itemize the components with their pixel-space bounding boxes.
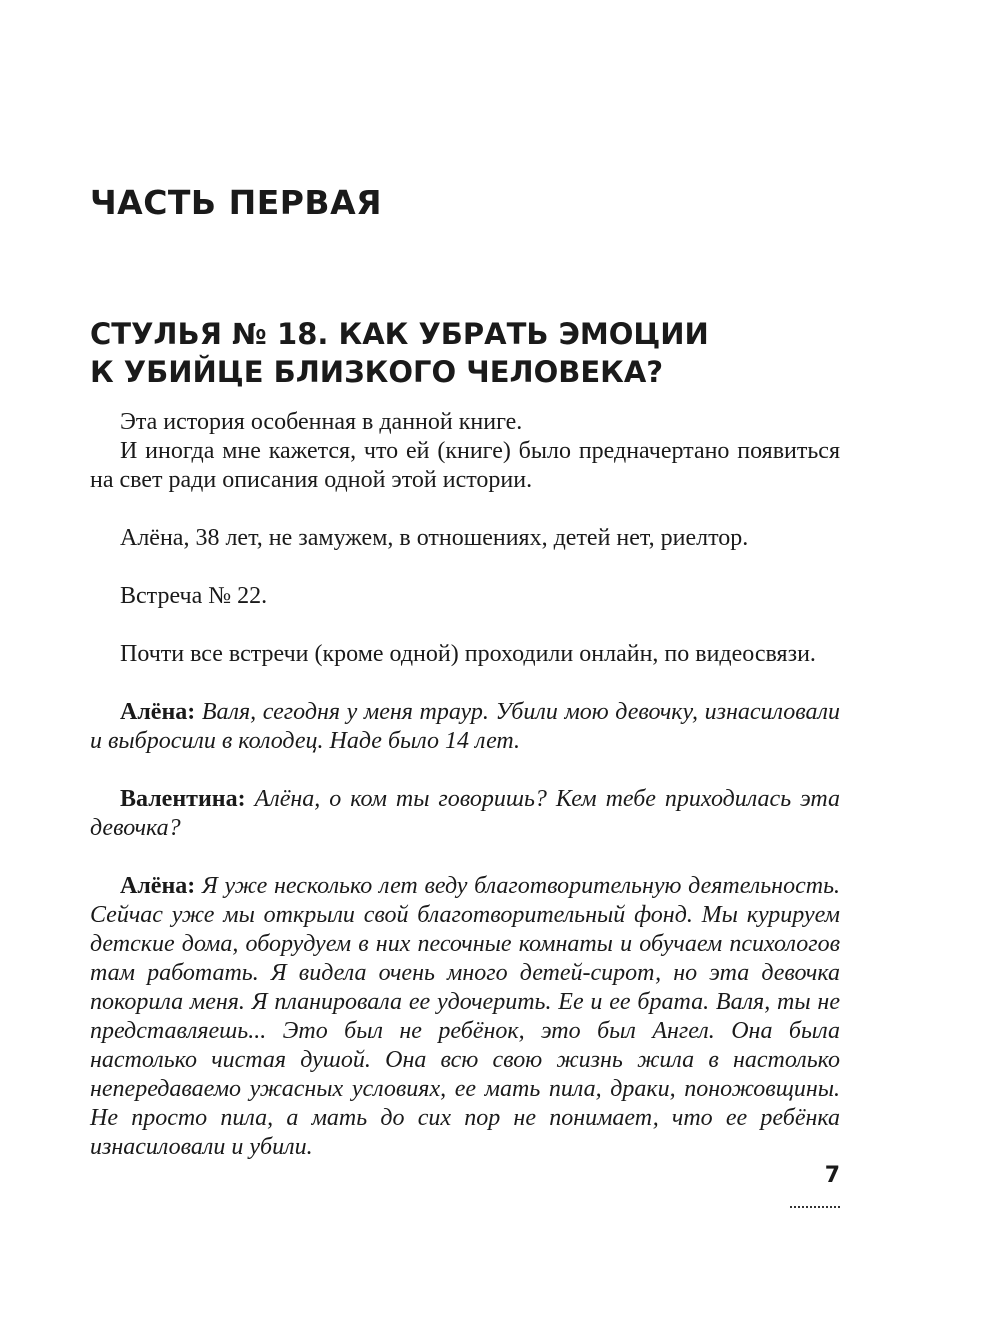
meetings-format-paragraph: Почти все встречи (кроме одной) проходили онлайн, по видеосвязи. <box>120 641 816 667</box>
chapter-title-line-1: СТУЛЬЯ № 18. КАК УБРАТЬ ЭМОЦИИ <box>90 317 709 351</box>
speech-text: Алёна, о ком ты говоришь? Кем тебе приходилась эта девочка? <box>90 786 840 841</box>
intro-paragraph: И иногда мне кажется, что ей (книге) было предначертано появиться на свет ради описания одной этой истории. <box>90 438 840 493</box>
part-title: ЧАСТЬ ПЕРВАЯ <box>90 183 383 222</box>
speaker-name: Алёна: <box>120 699 202 725</box>
page-number-dotted-rule <box>790 1206 840 1212</box>
dialogue-line <box>90 698 840 756</box>
page-number: 7 <box>824 1163 840 1188</box>
chapter-title-line-2: К УБИЙЦЕ БЛИЗКОГО ЧЕЛОВЕКА? <box>90 355 664 389</box>
meeting-number-paragraph: Встреча № 22. <box>120 583 268 609</box>
intro-paragraph: Эта история особенная в данной книге. <box>120 409 523 435</box>
dialogue-line <box>90 785 840 843</box>
body-text <box>90 408 840 1162</box>
speech-text: Валя, сегодня у меня траур. Убили мою девочку, изнасиловали и выбросили в колодец. Наде было 14 лет. <box>90 699 840 754</box>
client-info-paragraph: Алёна, 38 лет, не замужем, в отношениях, детей нет, риелтор. <box>120 525 749 551</box>
speaker-name: Алёна: <box>120 873 203 899</box>
speech-text: Я уже несколько лет веду благотворительную деятельность. Сейчас уже мы открыли свой благотворительный фонд. Мы курируем детские дома, оборудуем в них песочные комнаты и обучаем психологов там работать. Я видела очень много детей-сирот, но эта девочка покорила меня. Я планировала ее удочерить. Ее и ее брата. Валя, ты не представляешь... Это был не ребёнок, это был Ангел. Она была настолько чистая душой. Она всю свою жизнь жила в настолько непередаваемо ужасных условиях, ее мать пила, драки, поножовщины. Не просто пила, а мать до сих пор не понимает, что ее ребёнка изнасиловали и убили. <box>90 873 840 1160</box>
chapter-title <box>90 315 850 391</box>
speaker-name: Валентина: <box>120 786 255 812</box>
dialogue-line <box>90 872 840 1162</box>
